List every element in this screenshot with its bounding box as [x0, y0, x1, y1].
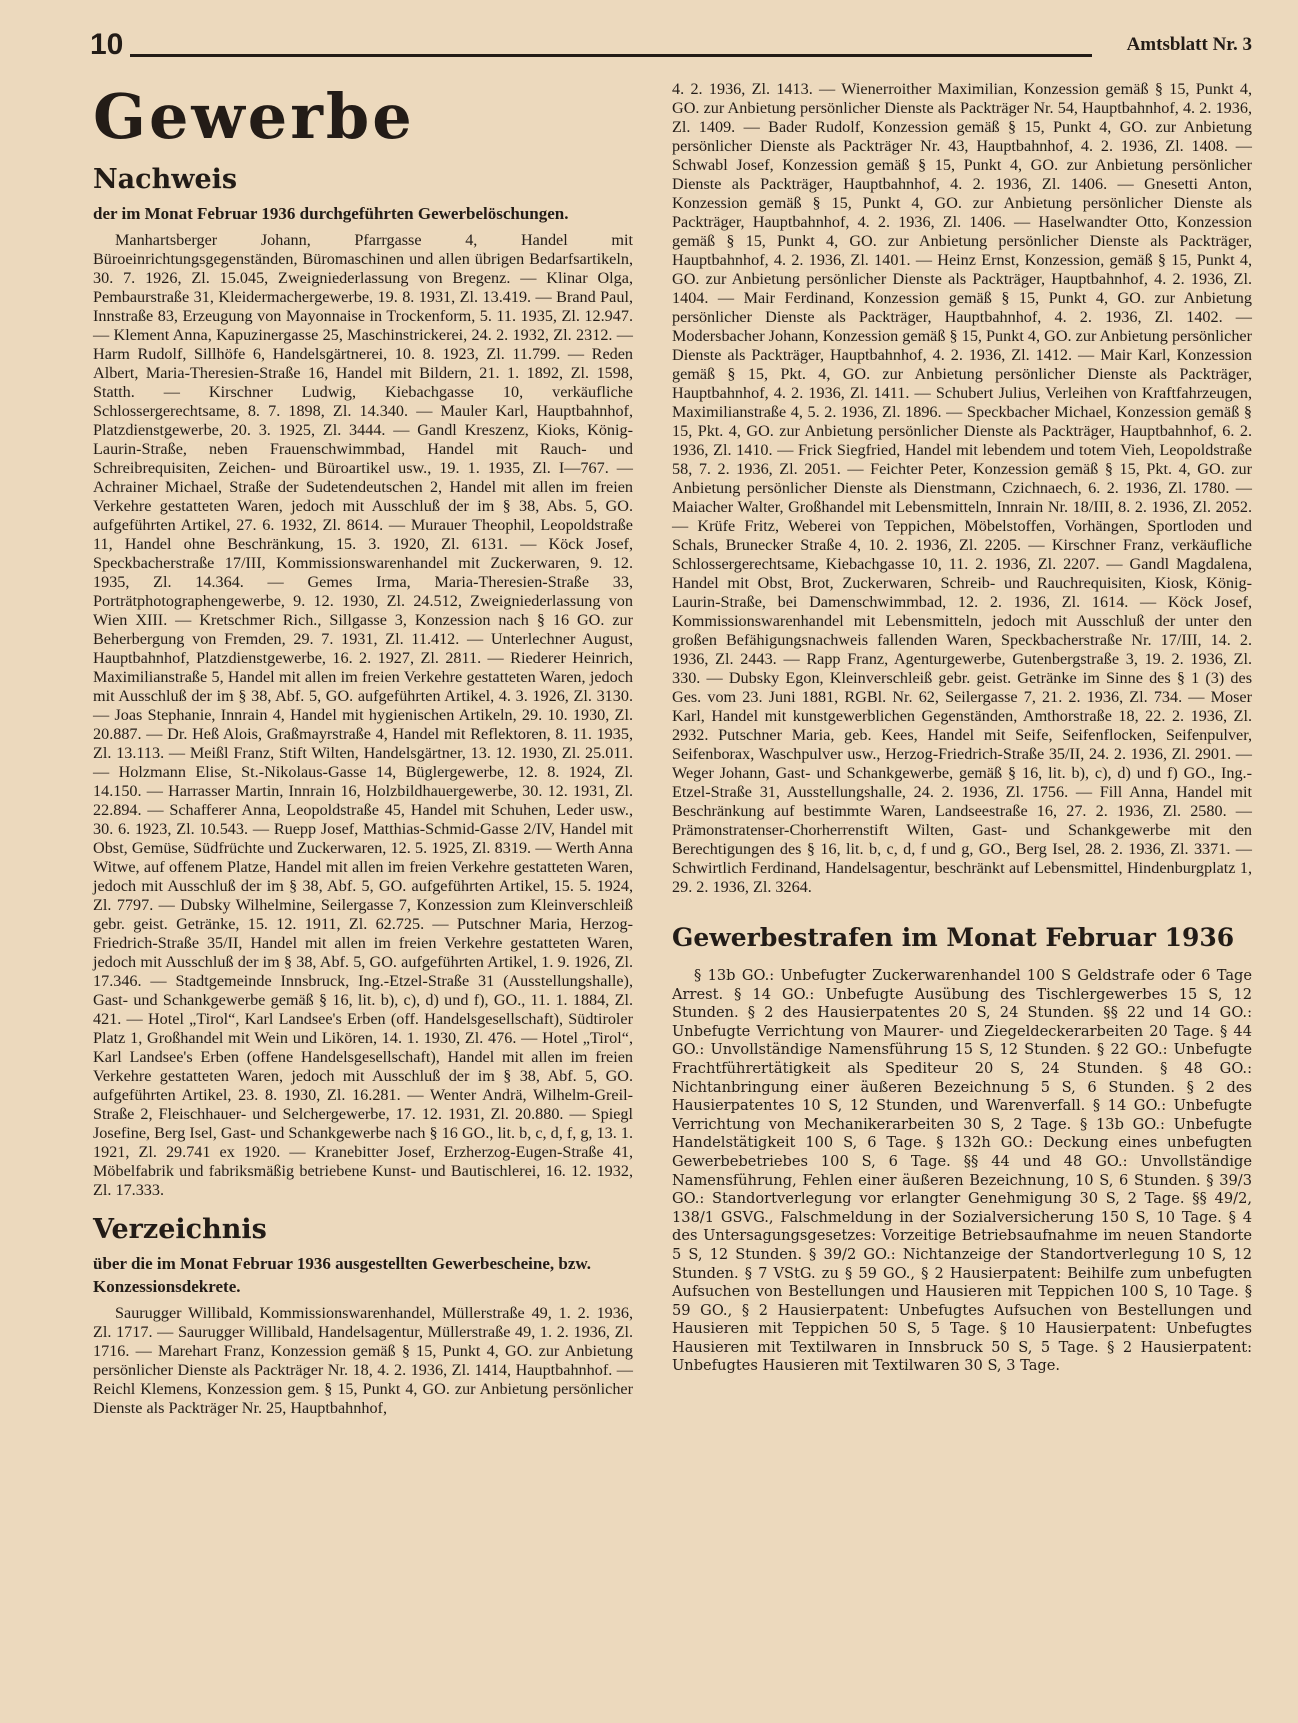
strafen-text: § 13b GO.: Unbefugter Zuckerwarenhandel 100 S Geldstrafe oder 6 Tage Arrest. § 14 GO.: Unbefugte Ausübung des Tischlergewerbes 15 S, 12 Stunden. § 2 des Hausierpatentes 20 S, 24 Stunden. §§ 22 und 14 GO.: Unbefugte Verrichtung von Maurer- und Ziegeldeckerarbeiten 20 Tage. § 44 GO.: Unvollständige Namensführung 15 S, 12 Stunden. § 22 GO.: Unbefugte Frachtführertätigkeit als Spediteur 20 S, 24 Stunden. § 48 GO.: Nichtanbringung einer äußeren Bezeichnung 5 S, 6 Stunden. § 2 des Hausierpatentes 10 S, 12 Stunden, und Warenverfall. § 14 GO.: Unbefugte Verrichtung von Mechanikerarbeiten 30 S, 2 Tage. § 13b GO.: Unbefugte Handelstätigkeit 100 S, 6 Tage. § 132h GO.: Deckung eines unbefugten Gewerbebetriebes 100 S, 6 Tage. §§ 44 und 48 GO.: Unvollständige Namensführung, Fehlen einer äußeren Bezeichnung, 10 S, 6 Stunden. § 39/3 GO.: Standortverlegung vor erlangter Genehmigung 30 S, 2 Tage. §§ 49/2, 138/1 GSVG., Falschmeldung in der Sozialversicherung 150 S, 10 Tage. § 4 des Untersagungsgesetzes: Vorzeitige Betriebsaufnahme im neuen Standorte 5 S, 12 Stunden. § 39/2 GO.: Nichtanzeige der Standortverlegung 10 S, 12 Stunden. § 7 VStG. zu § 59 GO., § 2 Hausierpatent: Beihilfe zum unbefugten Aufsuchen von Bestellungen und Hausieren mit Teppichen 100 S, 10 Tage. § 59 GO., § 2 Hausierpatent: Unbefugtes Aufsuchen von Bestellungen und Hausieren mit Teppichen 50 S, 5 Tage. § 10 Hausierpatent: Unbefugtes Hausieren mit Textilwaren in Innsbruck 50 S, 5 Tage. § 2 Hausierpatent: Unbefugtes Hausieren mit Textilwaren 30 S, 3 Tage.: [672, 967, 1252, 1375]
page-title: Gewerbe: [93, 80, 415, 153]
left-column: [93, 80, 633, 1418]
page-header: [90, 28, 1252, 64]
nachweis-heading: Nachweis: [93, 164, 238, 195]
verzeichnis-text-right: 4. 2. 1936, Zl. 1413. — Wienerroither Maximilian, Konzession gemäß § 15, Punkt 4, GO. zur Anbietung persönlicher Dienste als Packträger Nr. 54, Hauptbahnhof, 4. 2. 1936, Zl. 1409. — Bader Rudolf, Konzession gemäß § 15, Punkt 4, GO. zur Anbietung persönlicher Dienste als Packträger Nr. 43, Hauptbahnhof, 4. 2. 1936, Zl. 1408. — Schwabl Josef, Konzession gemäß § 15, Punkt 4, GO. zur Anbietung persönlicher Dienste als Packträger, Hauptbahnhof, 4. 2. 1936, Zl. 1406. — Gnesetti Anton, Konzession gemäß § 15, Punkt 4, GO. zur Anbietung persönlicher Dienste als Packträger, Hauptbahnhof, 4. 2. 1936, Zl. 1406. — Haselwandter Otto, Konzession gemäß § 15, Punkt 4, GO. zur Anbietung persönlicher Dienste als Packträger, Hauptbahnhof, 4. 2. 1936, Zl. 1401. — Heinz Ernst, Konzession, gemäß § 15, Punkt 4, GO. zur Anbietung persönlicher Dienste als Packträger, Hauptbahnhof, 4. 2. 1936, Zl. 1404. — Mair Ferdinand, Konzession gemäß § 15, Punkt 4, GO. zur Anbietung persönlicher Dienste als Packträger, Hauptbahnhof, 4. 2. 1936, Zl. 1402. — Modersbacher Johann, Konzession gemäß § 15, Punkt 4, GO. zur Anbietung persönlicher Dienste als Packträger, Hauptbahnhof, 4. 2. 1936, Zl. 1412. — Mair Karl, Konzession gemäß § 15, Pkt. 4, GO. zur Anbietung persönlicher Dienste als Packträger, Hauptbahnhof, 4. 2. 1936, Zl. 1411. — Schubert Julius, Verleihen von Kraftfahrzeugen, Maximilianstraße 4, 5. 2. 1936, Zl. 1896. — Speckbacher Michael, Konzession gemäß § 15, Pkt. 4, GO. zur Anbietung persönlicher Dienste als Packträger, Hauptbahnhof, 6. 2. 1936, Zl. 1410. — Frick Siegfried, Handel mit lebendem und totem Vieh, Leopoldstraße 58, 7. 2. 1936, Zl. 2051. — Feichter Peter, Konzession gemäß § 15, Pkt. 4, GO. zur Anbietung persönlicher Dienste als Dienstmann, Czichnaech, 6. 2. 1936, Zl. 1780. — Maiacher Walter, Großhandel mit Lebensmitteln, Innrain Nr. 18/III, 8. 2. 1936, Zl. 2052. — Krüfe Fritz, Weberei von Teppichen, Möbelstoffen, Vorhängen, Sportloden und Schals, Brunecker Straße 4, 10. 2. 1936, Zl. 2205. — Kirschner Franz, verkäufliche Schlossergerechtsame, Kiebachgasse 10, 11. 2. 1936, Zl. 2207. — Gandl Magdalena, Handel mit Obst, Brot, Zuckerwaren, Schreib- und Rauchrequisiten, Kiosk, König-Laurin-Straße, bei Damenschwimmbad, 12. 2. 1936, Zl. 1614. — Köck Josef, Kommissionswarenhandel mit Lebensmitteln, jedoch mit Ausschluß der unter den großen Befähigungsnachweis fallenden Waren, Speckbacherstraße Nr. 17/III, 14. 2. 1936, Zl. 2443. — Rapp Franz, Agenturgewerbe, Gutenbergstraße 3, 19. 2. 1936, Zl. 330. — Dubsky Egon, Kleinverschleiß gebr. geist. Getränke im Sinne des § 1 (3) des Ges. vom 23. Juni 1881, RGBl. Nr. 62, Seilergasse 7, 21. 2. 1936, Zl. 734. — Moser Karl, Handel mit kunstgewerblichen Gegenständen, Amthorstraße 18, 22. 2. 1936, Zl. 2932. Putschner Maria, geb. Kees, Handel mit Seife, Seifenflocken, Seifenpulver, Seifenborax, Waschpulver usw., Herzog-Friedrich-Straße 35/II, 24. 2. 1936, Zl. 2901. — Weger Johann, Gast- und Schankgewerbe, gemäß § 16, lit. b), c), d) und f) GO., Ing.-Etzel-Straße 31, Ausstellungshalle, 24. 2. 1936, Zl. 1756. — Fill Anna, Handel mit Beschränkung auf bestimmte Waren, Landseestraße 16, 27. 2. 1936, Zl. 2580. — Prämonstratenser-Chorherrenstift Wilten, Gast- und Schankgewerbe mit den Berechtigungen des § 16, lit. b, c, d, f und g, GO., Berg Isel, 28. 2. 1936, Zl. 3371. — Schwirtlich Ferdinand, Handelsagentur, beschränkt auf Lebensmittel, Hindenburgplatz 1, 29. 2. 1936, Zl. 3264.: [672, 80, 1252, 896]
right-column: [672, 80, 1252, 1376]
header-rule: [130, 54, 1092, 57]
verzeichnis-heading: Verzeichnis: [93, 1214, 267, 1245]
strafen-heading: Gewerbestrafen im Monat Februar 1936: [672, 923, 1235, 952]
page-number: 10: [90, 28, 124, 61]
nachweis-subheading: der im Monat Februar 1936 durchgeführten Gewerbelöschungen.: [93, 204, 569, 223]
verzeichnis-text-left: Saurugger Willibald, Kommissionswarenhandel, Müllerstraße 49, 1. 2. 1936, Zl. 1717. — Saurugger Willibald, Handelsagentur, Müllerstraße 49, 1. 2. 1936, Zl. 1716. — Marehart Franz, Konzession gemäß § 15, Punkt 4, GO. zur Anbietung persönlicher Dienste als Packträger Nr. 18, 4. 2. 1936, Zl. 1414, Hauptbahnhof. — Reichl Klemens, Konzession gem. § 15, Punkt 4, GO. zur Anbietung persönlicher Dienste als Packträger Nr. 25, Hauptbahnhof,: [93, 1304, 633, 1417]
publication-issue: Amtsblatt Nr. 3: [1126, 34, 1252, 55]
verzeichnis-subheading: über die im Monat Februar 1936 ausgestellten Gewerbescheine, bzw. Konzessionsdekrete.: [93, 1254, 591, 1296]
nachweis-text: Manhartsberger Johann, Pfarrgasse 4, Handel mit Büroeinrichtungsgegenständen, Büromaschinen und allen übrigen Bedarfsartikeln, 30. 7. 1926, Zl. 15.045, Zweigniederlassung von Bregenz. — Klinar Olga, Pembaurstraße 31, Kleidermachergewerbe, 19. 8. 1931, Zl. 13.419. — Brand Paul, Innstraße 83, Erzeugung von Mayonnaise in Trockenform, 5. 11. 1935, Zl. 12.947. — Klement Anna, Kapuzinergasse 25, Maschinstrickerei, 24. 2. 1932, Zl. 2312. — Harm Rudolf, Sillhöfe 6, Handelsgärtnerei, 10. 8. 1923, Zl. 11.799. — Reden Albert, Maria-Theresien-Straße 16, Handel mit Bildern, 21. 1. 1892, Zl. 1598, Statth. — Kirschner Ludwig, Kiebachgasse 10, verkäufliche Schlossergerechtsame, 8. 7. 1898, Zl. 14.340. — Mauler Karl, Hauptbahnhof, Platzdienstgewerbe, 20. 3. 1925, Zl. 3444. — Gandl Kreszenz, Kioks, König-Laurin-Straße, neben Frauenschwimmbad, Handel mit Rauch- und Schreibrequisiten, Zeichen- und Büroartikel usw., 19. 1. 1935, Zl. I—767. — Achrainer Michael, Straße der Sudetendeutschen 2, Handel mit allen im freien Verkehre gestatteten Waren, jedoch mit Ausschluß der im § 38, Abs. 5, GO. aufgeführten Artikel, 27. 6. 1932, Zl. 8614. — Murauer Theophil, Leopoldstraße 11, Handel ohne Beschränkung, 15. 3. 1920, Zl. 6131. — Köck Josef, Speckbacherstraße 17/III, Kommissionswarenhandel mit Zuckerwaren, 9. 12. 1935, Zl. 14.364. — Gemes Irma, Maria-Theresien-Straße 33, Porträtphotographengewerbe, 9. 12. 1930, Zl. 24.512, Zweigniederlassung von Wien XIII. — Kretschmer Rich., Sillgasse 3, Konzession nach § 16 GO. zur Beherbergung von Fremden, 29. 7. 1931, Zl. 11.412. — Unterlechner August, Hauptbahnhof, Platzdienstgewerbe, 16. 2. 1927, Zl. 2811. — Riederer Heinrich, Maximilianstraße 5, Handel mit allen im freien Verkehre gestatteten Waren, jedoch mit Ausschluß der im § 38, Abf. 5, GO. aufgeführten Artikel, 4. 3. 1926, Zl. 3130. — Joas Stephanie, Innrain 4, Handel mit hygienischen Artikeln, 29. 10. 1930, Zl. 20.887. — Dr. Heß Alois, Graßmayrstraße 4, Handel mit Reflektoren, 8. 11. 1935, Zl. 13.113. — Meißl Franz, Stift Wilten, Handelsgärtner, 13. 12. 1930, Zl. 25.011. — Holzmann Elise, St.-Nikolaus-Gasse 14, Büglergewerbe, 12. 8. 1924, Zl. 14.150. — Harrasser Martin, Innrain 16, Holzbildhauergewerbe, 30. 12. 1931, Zl. 22.894. — Schafferer Anna, Leopoldstraße 45, Handel mit Schuhen, Leder usw., 30. 6. 1923, Zl. 10.543. — Ruepp Josef, Matthias-Schmid-Gasse 2/IV, Handel mit Obst, Gemüse, Südfrüchte und Zuckerwaren, 12. 5. 1925, Zl. 8319. — Werth Anna Witwe, auf offenem Platze, Handel mit allen im freien Verkehre gestatteten Waren, jedoch mit Ausschluß der im § 38, Abf. 5, GO. aufgeführten Artikel, 15. 5. 1924, Zl. 7797. — Dubsky Wilhelmine, Seilergasse 7, Konzession zum Kleinverschleiß gebr. geist. Getränke, 15. 12. 1911, Zl. 62.725. — Putschner Maria, Herzog-Friedrich-Straße 35/II, Handel mit allen im freien Verkehre gestatteten Waren, jedoch mit Ausschluß der im § 38, Abf. 5, GO. aufgeführten Artikel, 1. 9. 1926, Zl. 17.346. — Stadtgemeinde Innsbruck, Ing.-Etzel-Straße 31 (Ausstellungshalle), Gast- und Schankgewerbe gemäß § 16, lit. b), c), d) und f), GO., 11. 1. 1884, Zl. 421. — Hotel „Tirol“, Karl Landsee's Erben (off. Handelsgesellschaft), Südtiroler Platz 1, Großhandel mit Wein und Likören, 14. 1. 1930, Zl. 476. — Hotel „Tirol“, Karl Landsee's Erben (offene Handelsgesellschaft), Handel mit allen im freien Verkehre gestatteten Waren, jedoch mit Ausschluß der im § 38, Abf. 5, GO. aufgeführten Artikel, 23. 8. 1930, Zl. 16.281. — Wenter Andrä, Wilhelm-Greil-Straße 2, Fleischhauer- und Selchergewerbe, 17. 12. 1931, Zl. 20.880. — Spiegl Josefine, Berg Isel, Gast- und Schankgewerbe nach § 16 GO., lit. b, c, d, f, g, 13. 1. 1921, Zl. 29.741 ex 1920. — Kranebitter Josef, Erzherzog-Eugen-Straße 41, Möbelfabrik und fabriksmäßig betriebene Kunst- und Bautischlerei, 16. 12. 1932, Zl. 17.333.: [93, 231, 633, 1199]
